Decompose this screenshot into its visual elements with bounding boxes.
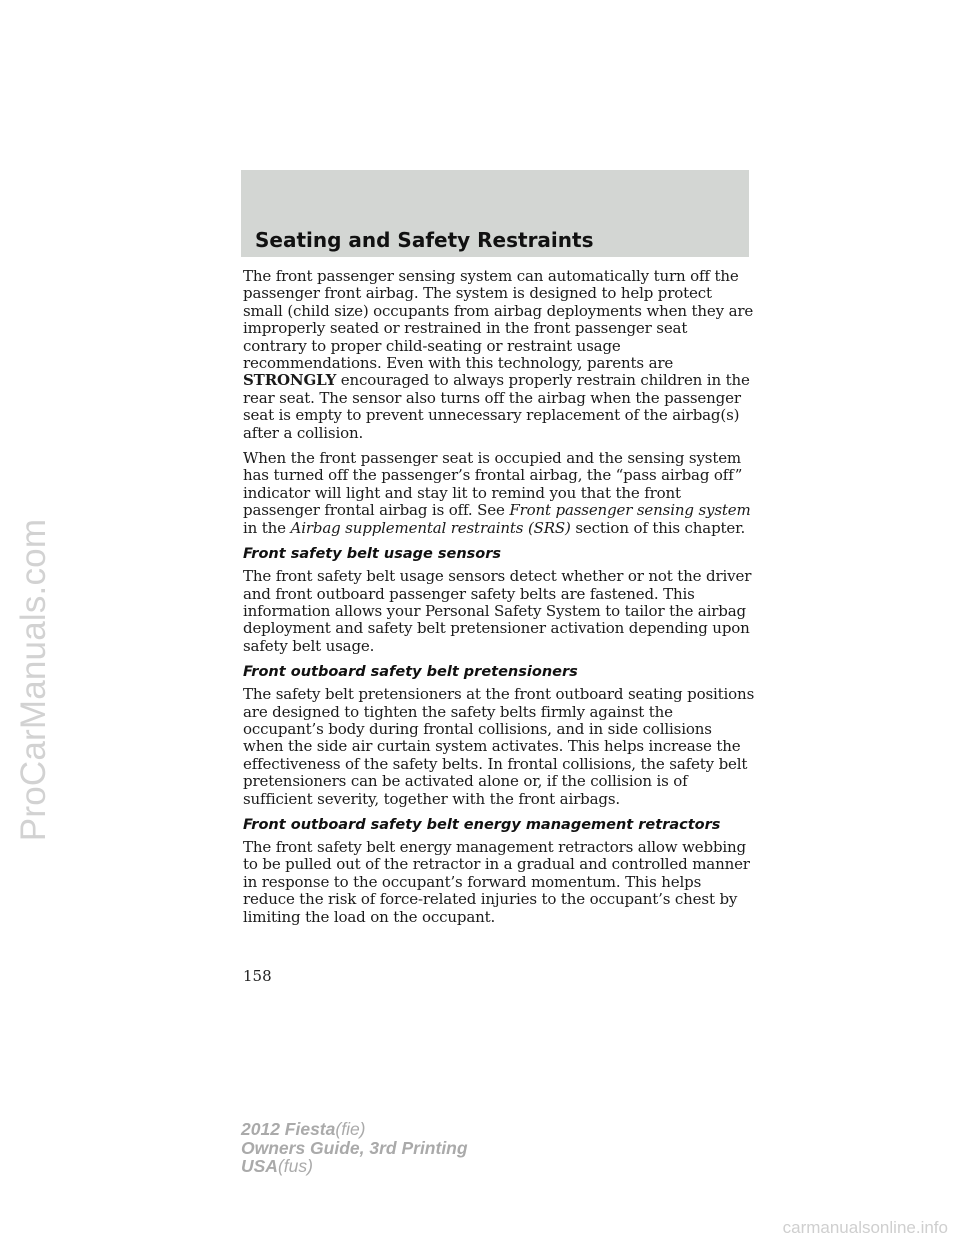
footer-line-1: 2012 Fiesta(fie) (241, 1119, 366, 1139)
emphasis-strongly: STRONGLY (243, 371, 337, 390)
side-watermark (4, 420, 64, 940)
bottom-watermark: carmanualsonline.info (782, 1218, 948, 1237)
heading-belt-pretensioners: Front outboard safety belt pretensioners (243, 664, 578, 681)
paragraph-belt-pretensioners: The safety belt pretensioners at the front outboard seating positions are designed to tighten the safety belts firmly against the occupant’s body during frontal collisions, and in side collisions when the side air curtain system activates. This helps increase the effectiveness of the safety belts. In frontal collisions, the safety belt pretensioners can be activated alone or, if the collision is of sufficient severity, together with the front airbags. (243, 685, 755, 808)
document-footer (241, 1120, 468, 1176)
page-content (243, 268, 755, 934)
paragraph-belt-usage-sensors: The front safety belt usage sensors detect whether or not the driver and front outboard passenger safety belts are fastened. This information allows your Personal Safety System to tailor the airbag deployment and safety belt pretensioner activation depending upon safety belt usage. (243, 567, 752, 655)
side-watermark-text: ProCarManuals.com (14, 518, 53, 842)
cross-reference-1: Front passenger sensing system (509, 501, 751, 520)
footer-line-2: Owners Guide, 3rd Printing (241, 1137, 468, 1158)
paragraph-energy-management-retractors: The front safety belt energy management retractors allow webbing to be pulled out of the retractor in a gradual and controlled manner in response to the occupant’s forward momentum. This helps reduce the risk of force-related injuries to the occupant’s chest by limiting the load on the occupant. (243, 837, 750, 926)
intro-paragraph-2: When the front passenger seat is occupied and the sensing system has turned off the passenger’s frontal airbag, the “pass airbag off” indicator will light and stay lit to remind you that the front passenger frontal airbag is off. See Front passenger sensing system in the Airbag supplemental restraints (SRS) section of this chapter. (243, 449, 751, 537)
footer-line-3: USA(fus) (241, 1156, 313, 1176)
section-header-band (241, 170, 749, 257)
page-number: 158 (243, 967, 272, 985)
section-title: Seating and Safety Restraints (255, 228, 594, 252)
heading-energy-management-retractors: Front outboard safety belt energy management retractors (243, 816, 721, 833)
intro-paragraph-1: The front passenger sensing system can automatically turn off the passenger front airbag. The system is designed to help protect small (child size) occupants from airbag deployments when they are improperly seated or restrained in the front passenger seat contrary to proper child-seating or restraint usage recommendations. Even with this technology, parents are STRONGLY encouraged to always properly restrain children in the rear seat. The sensor also turns off the airbag when the passenger seat is empty to prevent unnecessary replacement of the airbag(s) after a collision. (243, 267, 754, 442)
heading-belt-usage-sensors: Front safety belt usage sensors (243, 546, 502, 563)
cross-reference-2: Airbag supplemental restraints (SRS) (290, 518, 571, 537)
